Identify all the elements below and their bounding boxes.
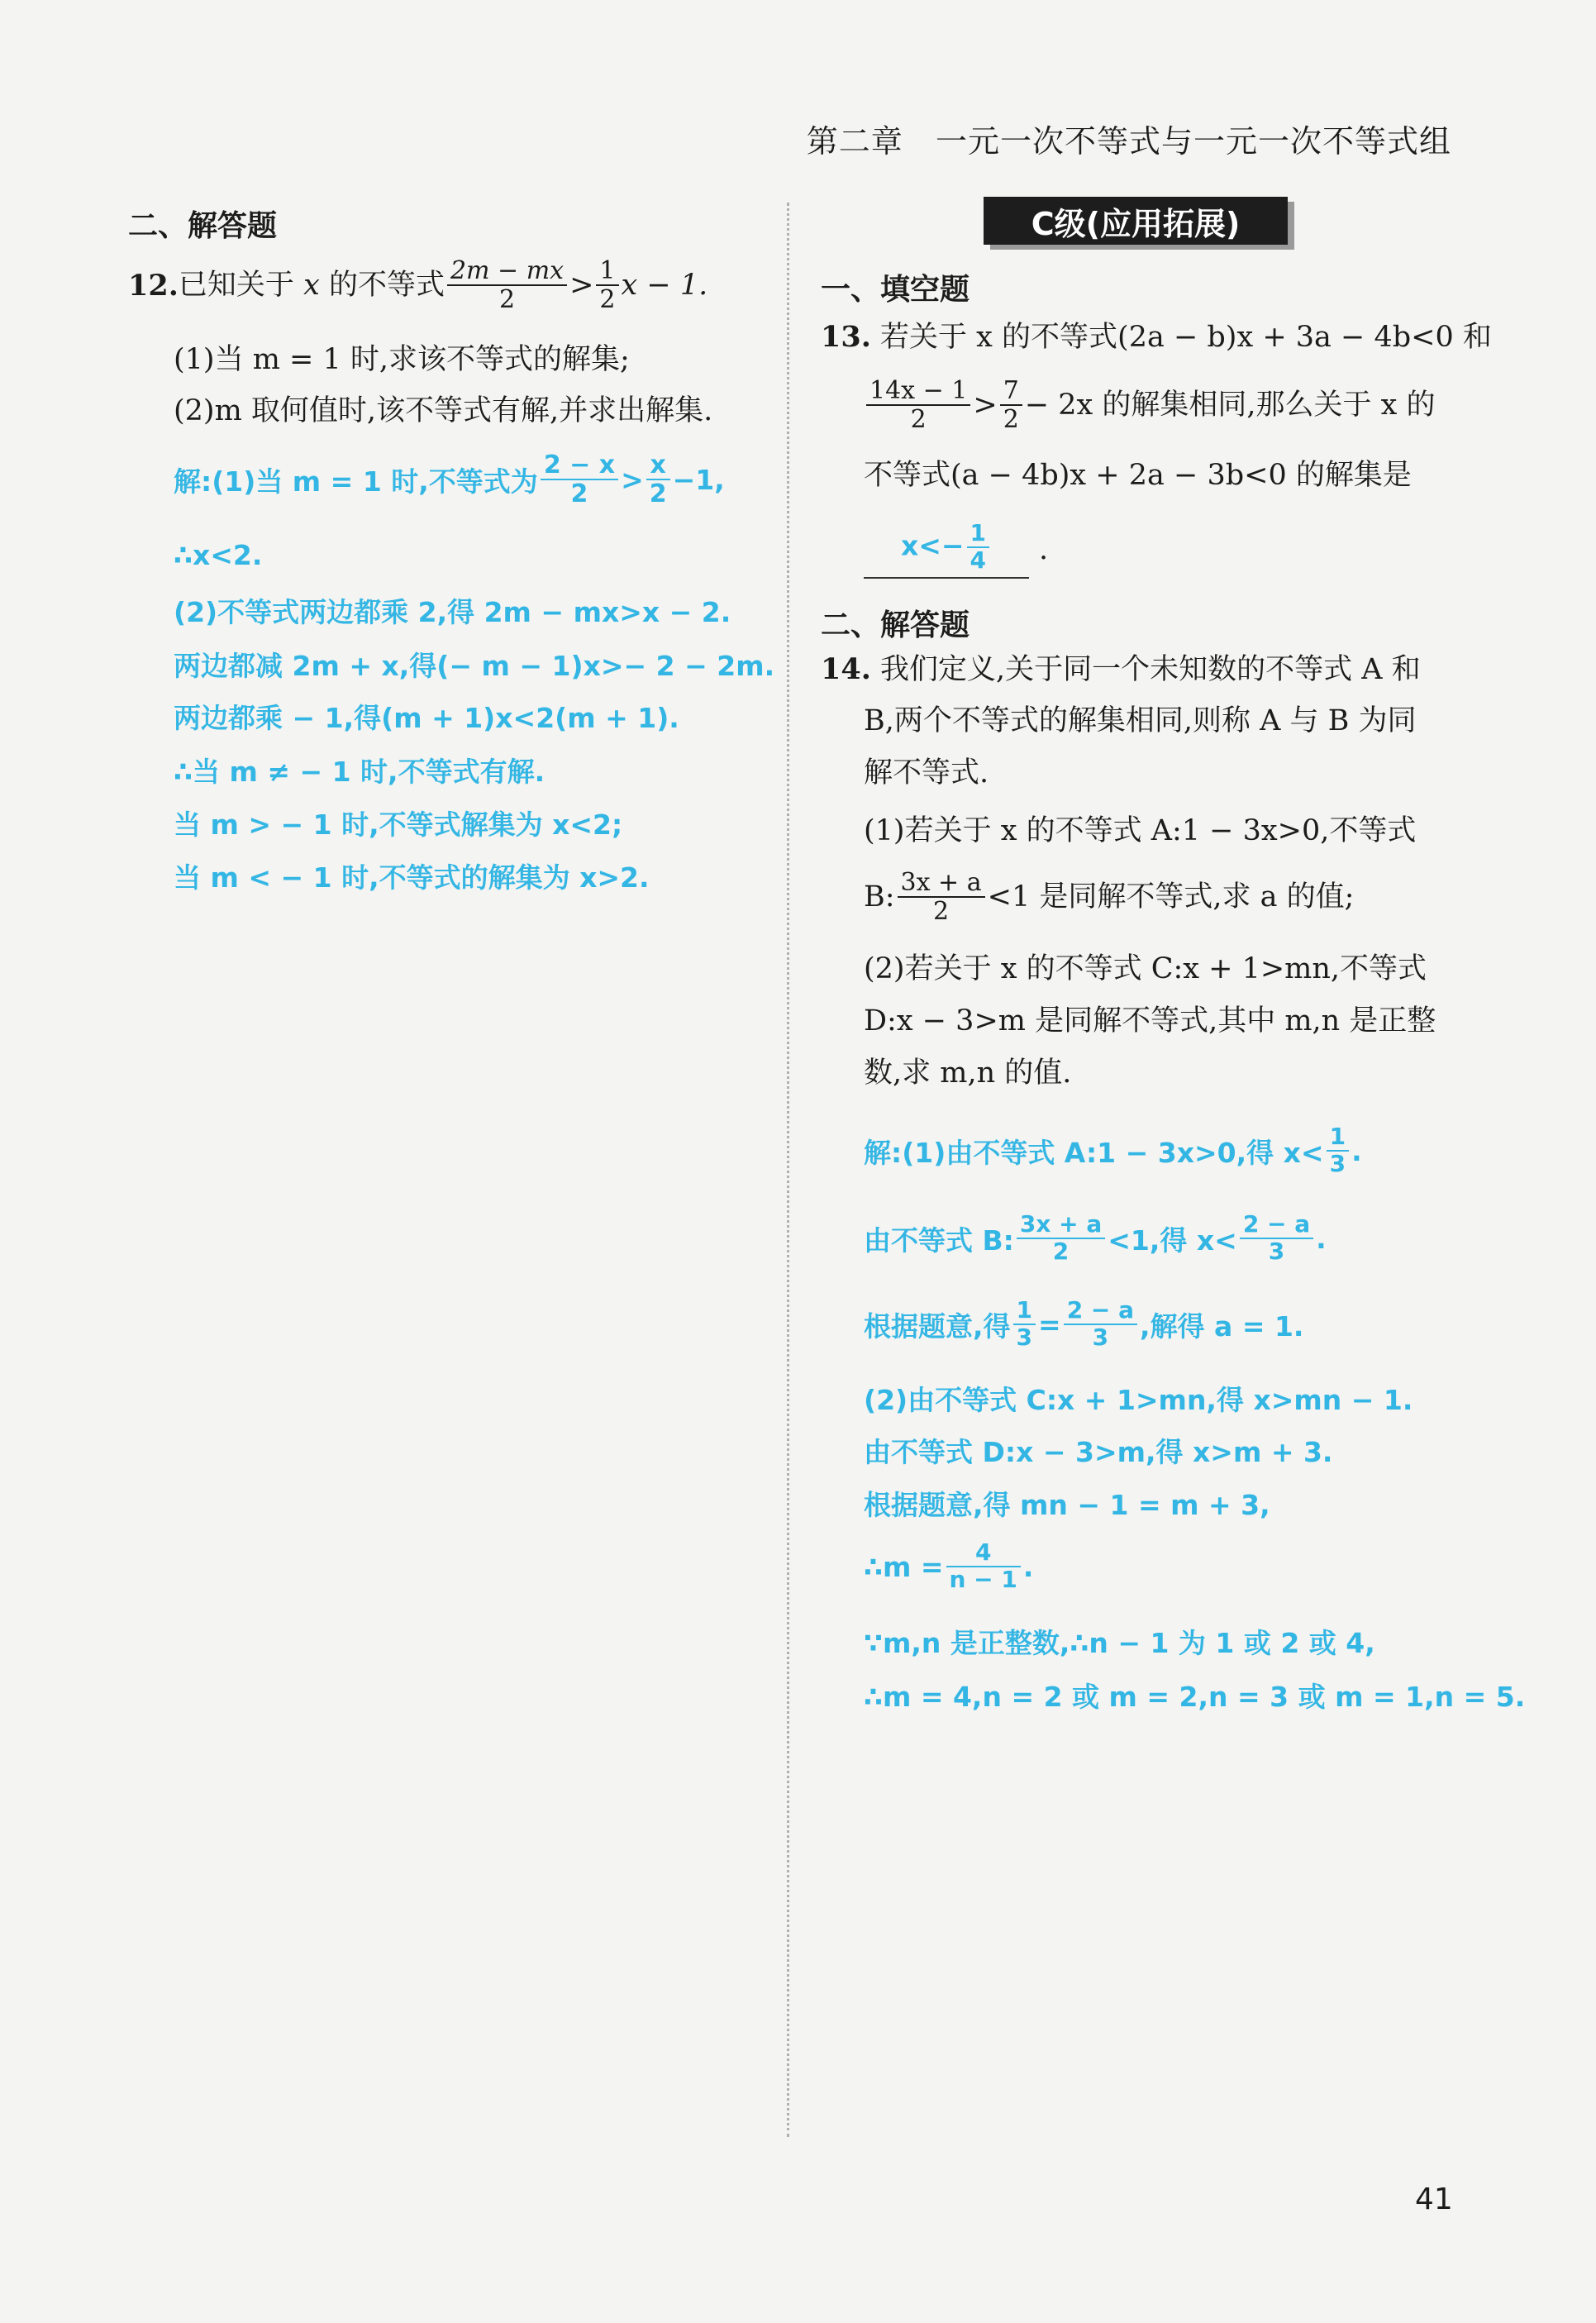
answer-12-line: (2)不等式两边都乘 2,得 2m − mx>x − 2. bbox=[174, 596, 731, 628]
fraction: $\frac{2m - mx}{2}$ bbox=[447, 257, 567, 313]
variable: x bbox=[303, 268, 320, 302]
page-number: 41 bbox=[1415, 2182, 1453, 2216]
fraction: $\frac{1}{2}$ bbox=[596, 257, 618, 313]
answer-12-line: 两边都乘 − 1,得(m + 1)x<2(m + 1). bbox=[174, 702, 679, 734]
level-c-badge: C级(应用拓展) bbox=[984, 197, 1288, 245]
answer-12-line: 解:(1)当 m = 1 时,不等式为 $\frac{2 - x}{2}$ > $\frac{x}{2}$ −1, bbox=[174, 451, 725, 508]
question-12-part2: (2)m 取何值时,该不等式有解,并求出解集. bbox=[174, 394, 713, 427]
fraction: $\frac{x}{2}$ bbox=[646, 451, 670, 508]
fraction: $\frac{3x + a}{2}$ bbox=[898, 869, 985, 925]
question-13-answer: x<− $\frac{1}{4}$ . bbox=[864, 513, 1048, 587]
answer-14-line: ∵m,n 是正整数,∴n − 1 为 1 或 2 或 4, bbox=[864, 1627, 1375, 1659]
answer-14-line: 根据题意,得 $\frac{1}{3}$ = $\frac{2 - a}{3}$ ,解得 a = 1. bbox=[864, 1296, 1304, 1351]
answer-14-line: ∴m = 4,n = 2 或 m = 2,n = 3 或 m = 1,n = 5. bbox=[864, 1681, 1526, 1713]
fraction: $\frac{14x - 1}{2}$ bbox=[866, 377, 970, 433]
chapter-number: 第二章 bbox=[806, 123, 903, 160]
answer-12-line: 当 m > − 1 时,不等式解集为 x<2; bbox=[174, 809, 623, 841]
question-14-line: 解不等式. bbox=[864, 756, 989, 789]
fraction: $\frac{2 - x}{2}$ bbox=[541, 451, 618, 508]
chapter-title: 一元一次不等式与一元一次不等式组 bbox=[935, 123, 1451, 160]
question-number: 14. bbox=[821, 652, 871, 686]
question-14-part1: (1)若关于 x 的不等式 A:1 − 3x>0,不等式 bbox=[864, 814, 1417, 847]
section-heading-answer: 二、解答题 bbox=[821, 608, 970, 642]
column-divider bbox=[787, 203, 789, 2137]
operator: > bbox=[569, 268, 594, 302]
question-14-part2: (2)若关于 x 的不等式 C:x + 1>mn,不等式 bbox=[864, 952, 1427, 985]
question-number: 12. bbox=[128, 268, 179, 303]
question-14-part2: 数,求 m,n 的值. bbox=[864, 1057, 1072, 1090]
question-number: 13. bbox=[821, 320, 871, 354]
answer-14-line: (2)由不等式 C:x + 1>mn,得 x>mn − 1. bbox=[864, 1384, 1413, 1416]
answer-14-line: 解:(1)由不等式 A:1 − 3x>0,得 x< $\frac{1}{3}$ . bbox=[864, 1123, 1362, 1177]
answer-14-line: ∴m = $\frac{4}{n - 1}$ . bbox=[864, 1538, 1034, 1593]
section-heading-answer: 二、解答题 bbox=[128, 209, 278, 243]
stem-text: 已知关于 bbox=[178, 268, 294, 302]
answer-12-line: 两边都减 2m + x,得(− m − 1)x>− 2 − 2m. bbox=[174, 650, 775, 682]
running-header bbox=[807, 116, 1451, 161]
answer-14-line: 由不等式 D:x − 3>m,得 x>m + 3. bbox=[864, 1436, 1333, 1468]
question-14-line: 14. 我们定义,关于同一个未知数的不等式 A 和 bbox=[821, 652, 1421, 686]
question-12-part1: (1)当 m = 1 时,求该不等式的解集; bbox=[174, 343, 630, 376]
question-12-stem bbox=[128, 256, 708, 314]
question-14-line: B,两个不等式的解集相同,则称 A 与 B 为同 bbox=[864, 704, 1417, 737]
answer-12-line: ∴当 m ≠ − 1 时,不等式有解. bbox=[174, 756, 545, 788]
section-heading-fill: 一、填空题 bbox=[821, 273, 970, 307]
question-13-line: 不等式(a − 4b)x + 2a − 3b<0 的解集是 bbox=[864, 459, 1412, 492]
question-14-part1-b: B: $\frac{3x + a}{2}$ <1 是同解不等式,求 a 的值; bbox=[864, 868, 1355, 926]
stem-text: 的不等式 bbox=[328, 268, 445, 302]
stem-text: x − 1. bbox=[621, 268, 708, 302]
question-13-line: 13. 若关于 x 的不等式(2a − b)x + 3a − 4b<0 和 bbox=[821, 320, 1492, 354]
question-13-line: $\frac{14x - 1}{2}$ > $\frac{7}{2}$ − 2x 的解集相同,那么关于 x 的 bbox=[864, 372, 1436, 438]
answer-12-line: ∴x<2. bbox=[174, 539, 263, 571]
answer-14-line: 由不等式 B: $\frac{3x + a}{2}$ <1,得 x< $\frac{2 - a}{3}$ . bbox=[864, 1210, 1327, 1265]
question-14-part2: D:x − 3>m 是同解不等式,其中 m,n 是正整 bbox=[864, 1004, 1436, 1037]
fraction: $\frac{7}{2}$ bbox=[1000, 377, 1022, 433]
answer-blank: x<− $\frac{1}{4}$ bbox=[864, 521, 1029, 579]
answer-14-line: 根据题意,得 mn − 1 = m + 3, bbox=[864, 1489, 1270, 1521]
answer-12-line: 当 m < − 1 时,不等式的解集为 x>2. bbox=[174, 861, 650, 894]
